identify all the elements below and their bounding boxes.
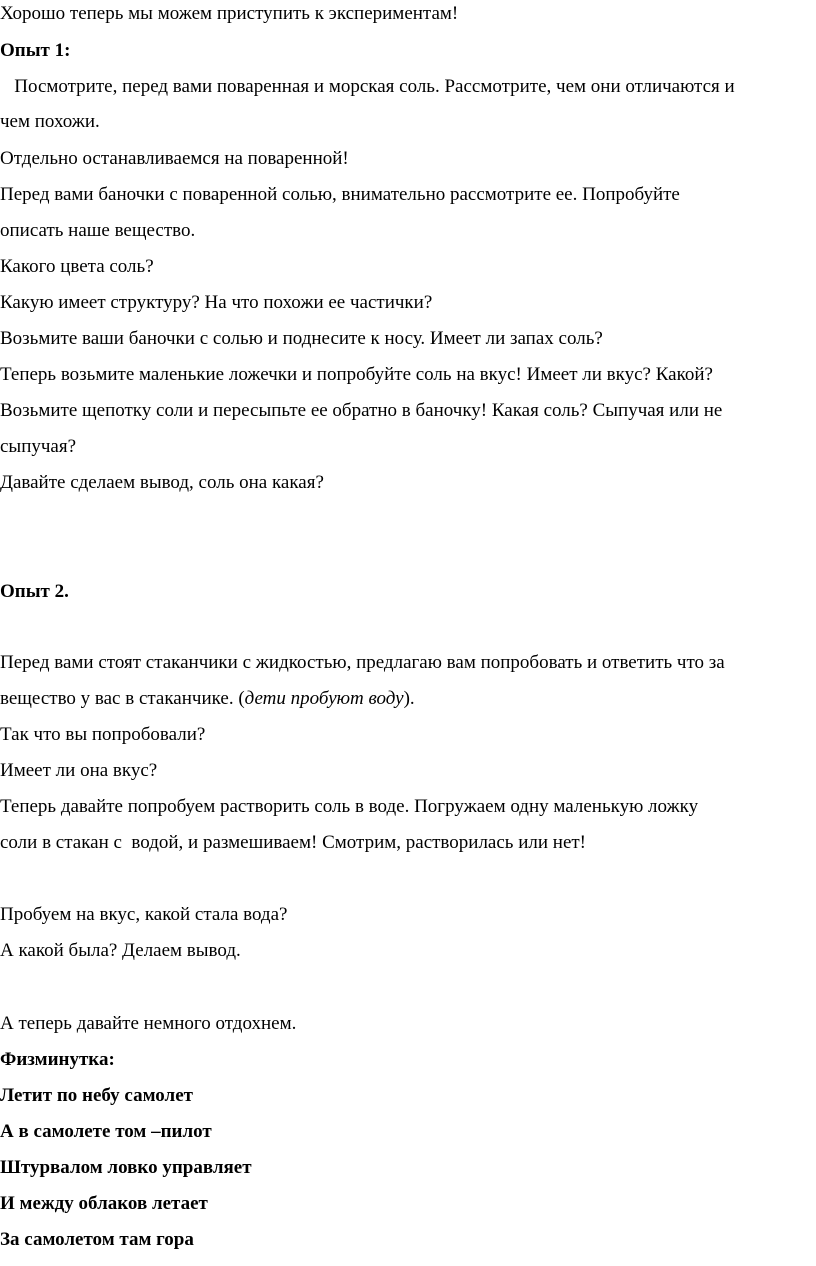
paragraph-line: Возьмите щепотку соли и пересыпьте ее обратно в баночку! Какая соль? Сыпучая или не: [0, 400, 723, 421]
paragraph-line: соли в стакан с водой, и размешиваем! Смотрим, растворилась или нет!: [0, 832, 587, 853]
paragraph-line: [0, 688, 415, 710]
paragraph-line: описать наше вещество.: [0, 220, 196, 241]
paragraph-line: Какую имеет структуру? На что похожи ее частички?: [0, 292, 433, 313]
experiment-2-heading: Опыт 2.: [0, 581, 69, 602]
paragraph-line: Перед вами стоят стаканчики с жидкостью, предлагаю вам попробовать и ответить что за: [0, 652, 725, 673]
poem-line: Летит по небу самолет: [0, 1085, 193, 1106]
paragraph-line: сыпучая?: [0, 436, 77, 457]
italic-remark: дети пробуют воду: [244, 688, 404, 709]
paragraph-line: А теперь давайте немного отдохнем.: [0, 1013, 297, 1034]
intro-text: Хорошо теперь мы можем приступить к экспериментам!: [0, 3, 459, 24]
paragraph-line: Имеет ли она вкус?: [0, 760, 158, 781]
paragraph-line: чем похожи.: [0, 111, 100, 132]
text-segment: ).: [403, 688, 415, 709]
paragraph-line: А какой была? Делаем вывод.: [0, 940, 241, 961]
paragraph-line: Возьмите ваши баночки с солью и поднесите к носу. Имеет ли запах соль?: [0, 328, 603, 349]
experiment-1-heading: Опыт 1:: [0, 40, 71, 61]
paragraph-line: Пробуем на вкус, какой стала вода?: [0, 904, 288, 925]
paragraph-line: Какого цвета соль?: [0, 256, 154, 277]
paragraph-line: Давайте сделаем вывод, соль она какая?: [0, 472, 324, 493]
paragraph-line: Отдельно останавливаемся на поваренной!: [0, 148, 349, 169]
fizminutka-heading: Физминутка:: [0, 1049, 115, 1070]
text-segment: вещество у вас в стаканчике. (: [0, 688, 245, 709]
poem-line: А в самолете том –пилот: [0, 1121, 212, 1142]
paragraph-line: Теперь давайте попробуем растворить соль в воде. Погружаем одну маленькую ложку: [0, 796, 699, 817]
poem-line: За самолетом там гора: [0, 1229, 194, 1250]
paragraph-line: Посмотрите, перед вами поваренная и морская соль. Рассмотрите, чем они отличаются и: [0, 76, 735, 97]
poem-line: И между облаков летает: [0, 1193, 208, 1214]
poem-line: Штурвалом ловко управляет: [0, 1157, 252, 1178]
paragraph-line: Так что вы попробовали?: [0, 724, 206, 745]
paragraph-line: Перед вами баночки с поваренной солью, внимательно рассмотрите ее. Попробуйте: [0, 184, 680, 205]
paragraph-line: Теперь возьмите маленькие ложечки и попробуйте соль на вкус! Имеет ли вкус? Какой?: [0, 364, 713, 385]
